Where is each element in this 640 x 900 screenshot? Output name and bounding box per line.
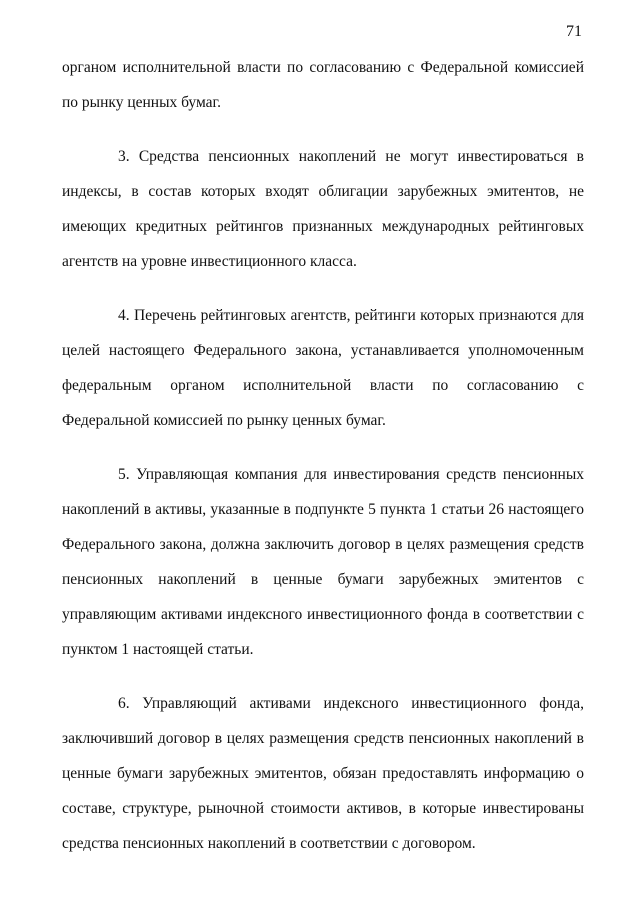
page-number: 71 [566, 23, 582, 40]
paragraph-item-5: 5. Управляющая компания для инвестирования средств пенсионных накоплений в активы, указанные в подпункте 5 пункта 1 статьи 26 настоящего Федерального закона, должна заключить договор в целях размещения средств пенсионных накоплений в ценные бумаги зарубежных эмитентов с управляющим активами индексного инвестиционного фонда в соответствии с пунктом 1 настоящей статьи. [62, 466, 584, 658]
paragraph-continuation: органом исполнительной власти по согласованию с Федеральной комиссией по рынку ценных бумаг. [62, 59, 584, 111]
paragraph-item-6: 6. Управляющий активами индексного инвестиционного фонда, заключивший договор в целях размещения средств пенсионных накоплений в ценные бумаги зарубежных эмитентов, обязан предоставлять информацию о составе, структуре, рыночной стоимости активов, в которые инвестированы средства пенсионных накоплений в соответствии с договором. [62, 695, 584, 852]
paragraph-item-4: 4. Перечень рейтинговых агентств, рейтинги которых признаются для целей настоящего Федерального закона, устанавливается уполномоченным федеральным органом исполнительной власти по согласованию с Федеральной комиссией по рынку ценных бумаг. [62, 307, 584, 429]
paragraph-item-3: 3. Средства пенсионных накоплений не могут инвестироваться в индексы, в состав которых входят облигации зарубежных эмитентов, не имеющих кредитных рейтингов признанных международных рейтинговых агентств на уровне инвестиционного класса. [62, 148, 584, 270]
document-body [62, 50, 584, 880]
